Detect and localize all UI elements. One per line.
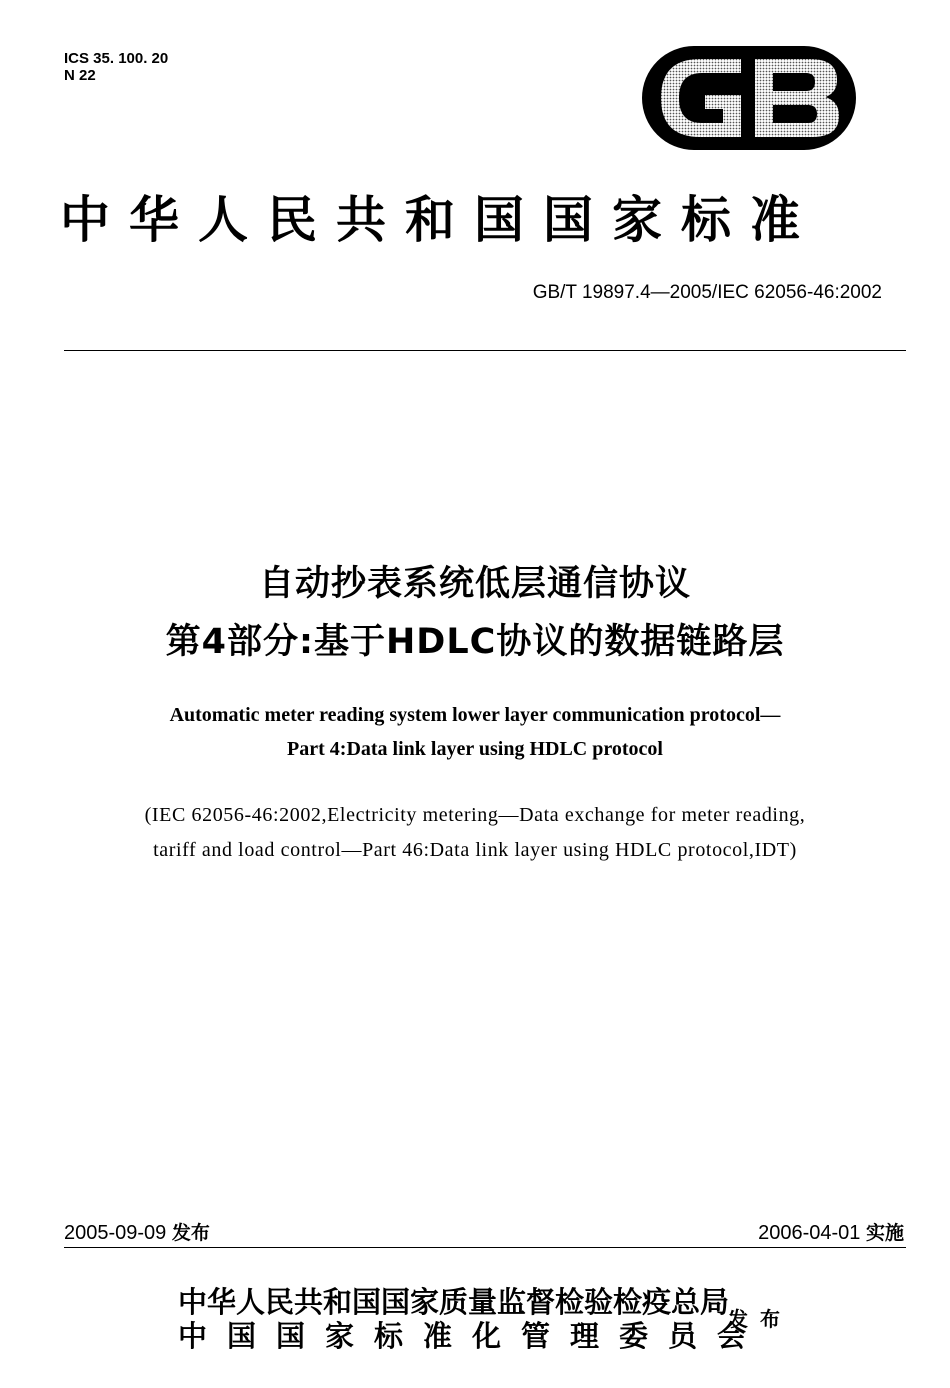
implement-date-block: [758, 1218, 904, 1245]
issued-date: 2005-09-09: [64, 1222, 167, 1244]
cn-title-line2: 第4部分:基于HDLC协议的数据链路层: [165, 622, 785, 662]
classification-codes: [64, 50, 168, 84]
en-title-line2: Part 4:Data link layer using HDLC protocol: [287, 738, 663, 760]
standard-category-title: 中华人民共和国国家标准: [60, 191, 819, 249]
issued-date-block: [64, 1218, 210, 1245]
issuer-org1: 中华人民共和国国家质量监督检验检疫总局: [178, 1285, 730, 1319]
en-title-line1: Automatic meter reading system lower layer communication protocol—: [169, 704, 781, 726]
ics-code: ICS 35. 100. 20: [64, 50, 169, 67]
implement-date: 2006-04-01: [758, 1222, 861, 1244]
issue-label: 发布: [728, 1307, 792, 1331]
standard-number: GB/T 19897.4—2005/IEC 62056-46:2002: [532, 282, 882, 303]
ccs-code: N 22: [64, 67, 96, 84]
top-divider: [64, 350, 906, 351]
issued-label: 发布: [171, 1222, 210, 1244]
bottom-divider: [64, 1247, 906, 1248]
cn-title-line1: 自动抄表系统低层通信协议: [258, 564, 691, 604]
iec-note-line2: tariff and load control—Part 46:Data link layer using HDLC protocol,IDT): [153, 839, 797, 861]
gb-logo: [642, 46, 856, 150]
implement-label: 实施: [865, 1222, 904, 1244]
issuer-org2: 中国国家标准化管理委员会: [178, 1319, 767, 1353]
iec-note-line1: (IEC 62056-46:2002,Electricity metering—Data exchange for meter reading,: [144, 804, 806, 826]
